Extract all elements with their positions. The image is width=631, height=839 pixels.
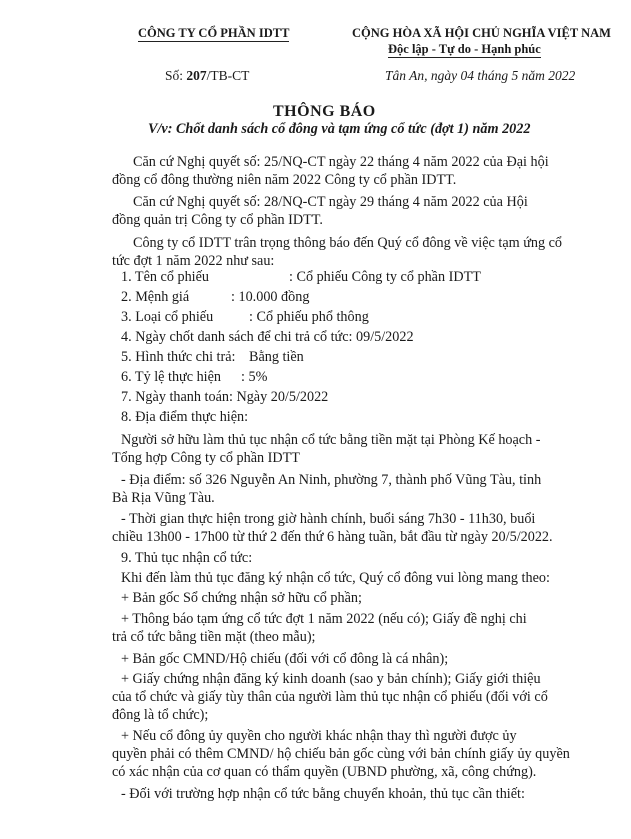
procedure-bullet-1: + Bản gốc Sổ chứng nhận sở hữu cổ phần; xyxy=(121,590,362,606)
national-motto-text: Độc lập - Tự do - Hạnh phúc xyxy=(388,42,541,56)
item-6-label: 6. Tỷ lệ thực hiện xyxy=(121,369,222,385)
procedure-intro: Khi đến làm thủ tục đăng ký nhận cổ tức, Quý cổ đông vui lòng mang theo: xyxy=(121,570,550,586)
procedure-heading: 9. Thủ tục nhận cổ tức: xyxy=(121,550,253,566)
item-1-label: 1. Tên cổ phiếu xyxy=(121,269,209,285)
item-2-label: 2. Mệnh giá xyxy=(121,289,190,305)
procedure-bullet-5-line-3: có xác nhận của cơ quan có thẩm quyền (UBND phường, xã, công chứng). xyxy=(112,764,537,780)
intro-line-2: tức đợt 1 năm 2022 như sau: xyxy=(112,253,275,269)
location-p3-line-2: chiều 13h00 - 17h00 từ thứ 2 đến thứ 6 hàng tuần, bắt đầu từ ngày 20/5/2022. xyxy=(112,529,553,545)
procedure-bullet-4-line-1: + Giấy chứng nhận đăng ký kinh doanh (sao y bản chính); Giấy giới thiệu xyxy=(121,671,541,687)
doc-number-prefix: Số: xyxy=(165,68,187,83)
nation-name: CỘNG HÒA XÃ HỘI CHỦ NGHĨA VIỆT NAM xyxy=(352,26,611,40)
procedure-bullet-2-line-2: trả cổ tức bằng tiền mặt (theo mẫu); xyxy=(112,629,316,645)
basis-2-line-1: Căn cứ Nghị quyết số: 28/NQ-CT ngày 29 tháng 4 năm 2022 của Hội xyxy=(133,194,528,210)
procedure-bullet-5-line-2: quyền phải có thêm CMND/ hộ chiếu bản gốc cùng với bản chính giấy ủy quyền xyxy=(112,746,570,762)
item-7-label: 7. Ngày thanh toán: Ngày 20/5/2022 xyxy=(121,389,329,405)
item-7 xyxy=(121,388,328,406)
doc-number-value: 207 xyxy=(186,68,207,83)
company-name-text: CÔNG TY CỔ PHẦN IDTT xyxy=(138,26,290,40)
company-name xyxy=(138,26,289,41)
location-p2-line-1: - Địa điểm: số 326 Nguyễn An Ninh, phường 7, thành phố Vũng Tàu, tỉnh xyxy=(121,472,542,488)
item-5 xyxy=(121,348,304,366)
item-6 xyxy=(121,368,267,386)
document-subject: V/v: Chốt danh sách cổ đông và tạm ứng cổ tức (đợt 1) năm 2022 xyxy=(148,121,531,137)
basis-1-line-2: đồng cổ đông thường niên năm 2022 Công ty cổ phần IDTT. xyxy=(112,172,457,188)
item-5-label: 5. Hình thức chi trả: xyxy=(121,349,236,365)
procedure-bullet-3: + Bản gốc CMND/Hộ chiếu (đối với cổ đông là cá nhân); xyxy=(121,651,449,667)
item-6-value: : 5% xyxy=(241,369,268,385)
basis-1-line-1: Căn cứ Nghị quyết số: 25/NQ-CT ngày 22 tháng 4 năm 2022 của Đại hội xyxy=(133,154,549,170)
basis-2-line-2: đồng quản trị Công ty cổ phần IDTT. xyxy=(112,212,323,228)
doc-number-suffix: /TB-CT xyxy=(206,68,250,83)
location-p3-line-1: - Thời gian thực hiện trong giờ hành chính, buổi sáng 7h30 - 11h30, buổi xyxy=(121,511,536,527)
item-3-value: : Cổ phiếu phổ thông xyxy=(249,309,369,325)
item-5-value: Bằng tiền xyxy=(249,349,304,365)
item-4 xyxy=(121,328,414,346)
location-p1-line-2: Tổng hợp Công ty cổ phần IDTT xyxy=(112,450,300,466)
item-4-label: 4. Ngày chốt danh sách để chi trả cổ tức: 09/5/2022 xyxy=(121,329,414,345)
procedure-bullet-2-line-1: + Thông báo tạm ứng cổ tức đợt 1 năm 2022 (nếu có); Giấy đề nghị chi xyxy=(121,611,527,627)
item-8-label: 8. Địa điểm thực hiện: xyxy=(121,409,249,425)
item-3 xyxy=(121,308,369,326)
item-2 xyxy=(121,288,309,306)
item-8 xyxy=(121,408,248,426)
procedure-bullet-4-line-2: của tổ chức và giấy tùy thân của người làm thủ tục nhận cổ phiếu (đối với cổ xyxy=(112,689,548,705)
procedure-transfer: - Đối với trường hợp nhận cổ tức bằng chuyển khoản, thủ tục cần thiết: xyxy=(121,786,525,802)
procedure-bullet-5-line-1: + Nếu cổ đông ủy quyền cho người khác nhận thay thì người được ủy xyxy=(121,728,517,744)
item-1 xyxy=(121,268,481,286)
item-2-value: : 10.000 đồng xyxy=(231,289,310,305)
intro-line-1: Công ty cổ IDTT trân trọng thông báo đến Quý cổ đông về việc tạm ứng cổ xyxy=(133,235,563,251)
item-1-value: : Cổ phiếu Công ty cổ phần IDTT xyxy=(289,269,481,285)
item-3-label: 3. Loại cổ phiếu xyxy=(121,309,214,325)
document-title: THÔNG BÁO xyxy=(273,103,376,120)
national-motto xyxy=(388,42,541,57)
location-p2-line-2: Bà Rịa Vũng Tàu. xyxy=(112,490,215,506)
location-p1-line-1: Người sở hữu làm thủ tục nhận cổ tức bằng tiền mặt tại Phòng Kế hoạch - xyxy=(121,432,541,448)
procedure-bullet-4-line-3: đông là tổ chức); xyxy=(112,707,209,723)
document-number xyxy=(165,68,249,84)
place-date: Tân An, ngày 04 tháng 5 năm 2022 xyxy=(385,68,576,83)
